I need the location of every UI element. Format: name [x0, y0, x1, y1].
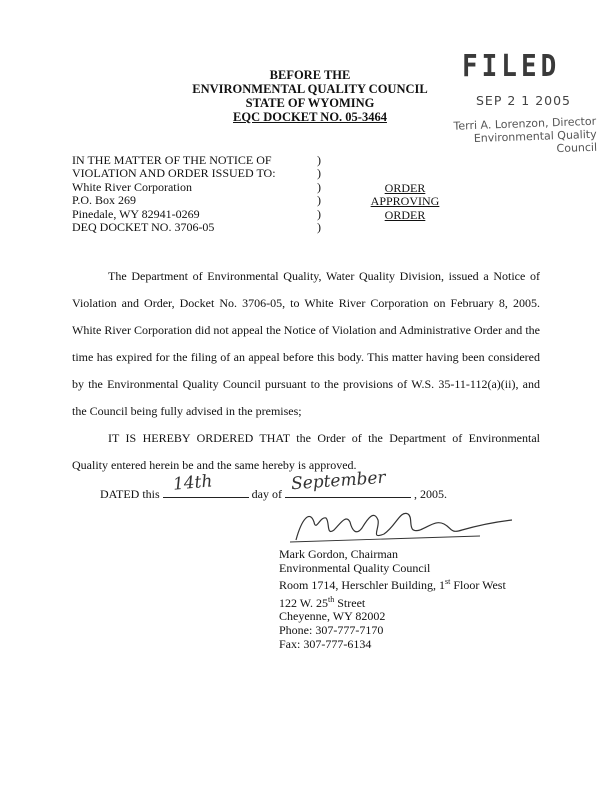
signature-block — [279, 548, 506, 651]
caption-paren: ) — [317, 193, 321, 208]
header-line-council: ENVIRONMENTAL QUALITY COUNCIL — [192, 82, 428, 96]
street-sup: th — [328, 594, 335, 604]
month-blank — [285, 467, 411, 498]
caption-paren: ) — [317, 166, 321, 181]
caption-line: DEQ DOCKET NO. 3706-05 — [72, 220, 215, 235]
caption-line: IN THE MATTER OF THE NOTICE OF — [72, 153, 272, 167]
room-sup: st — [444, 577, 451, 587]
handwritten-month: September — [290, 467, 387, 495]
order-title — [350, 182, 460, 222]
signatory-org: Environmental Quality Council — [279, 560, 431, 575]
signatory-name: Mark Gordon, Chairman — [279, 547, 398, 561]
order-title-line2: ORDER — [384, 207, 426, 222]
dated-suffix: , 2005. — [414, 487, 447, 501]
caption-paren: ) — [317, 206, 321, 221]
document-header — [180, 68, 440, 124]
filed-stamp: FILED — [462, 49, 561, 85]
signatory-street — [279, 593, 506, 611]
room-end: Floor West — [450, 578, 506, 593]
caption-paren: ) — [317, 153, 321, 167]
signatory-room — [279, 575, 506, 593]
header-line-state: STATE OF WYOMING — [245, 96, 375, 110]
body-paragraph-1: The Department of Environmental Quality, Water Quality Division, issued a Notice of Violation and Order, Docket No. 3706-05, to White River Corporation on February 8, 2005. White River Corporation did not appeal the Notice of Violation and Administrative Order and the time has expired for the filing of an appeal before this body. This matter having been considered by the Environmental Quality Council pursuant to the provisions of W.S. 35-11-112(a)(ii), and the Council being fully advised in the premises; — [72, 269, 540, 418]
handwritten-day: 14th — [171, 471, 213, 495]
header-line-before: BEFORE THE — [269, 68, 351, 82]
caption-parentheses — [317, 154, 321, 234]
caption-paren: ) — [317, 179, 321, 194]
case-caption — [72, 154, 276, 234]
signatory-phone: Phone: 307-777-7170 — [279, 622, 384, 637]
caption-line: VIOLATION AND ORDER ISSUED TO: — [72, 166, 276, 181]
signatory-city: Cheyenne, WY 82002 — [279, 609, 386, 624]
street-end: Street — [334, 595, 366, 610]
chairman-signature — [280, 500, 520, 550]
caption-line: White River Corporation — [72, 179, 192, 194]
stamp-director-name: Terri A. Lorenzon, Director — [453, 114, 597, 133]
dated-prefix: DATED this — [100, 487, 160, 501]
signatory-fax: Fax: 307-777-6134 — [279, 636, 372, 651]
header-docket: EQC DOCKET NO. 05-3464 — [233, 110, 387, 124]
street-text: 122 W. 25 — [279, 595, 329, 610]
filed-stamp-signatory — [446, 115, 597, 159]
caption-paren: ) — [317, 220, 321, 235]
body-paragraph-2: IT IS HEREBY ORDERED THAT the Order of the Department of Environmental Quality entered herein be and the same hereby is approved. — [72, 431, 540, 472]
caption-line: Pinedale, WY 82941-0269 — [72, 206, 200, 221]
dated-middle: day of — [251, 487, 282, 501]
filed-stamp-date: SEP 2 1 2005 — [476, 93, 572, 108]
stamp-office-name: Environmental Quality Council — [473, 127, 598, 156]
order-body — [72, 263, 540, 479]
day-blank — [163, 471, 249, 498]
caption-line: P.O. Box 269 — [72, 193, 137, 208]
order-title-line1: ORDER APPROVING — [370, 181, 440, 209]
room-text: Room 1714, Herschler Building, 1 — [279, 578, 445, 593]
